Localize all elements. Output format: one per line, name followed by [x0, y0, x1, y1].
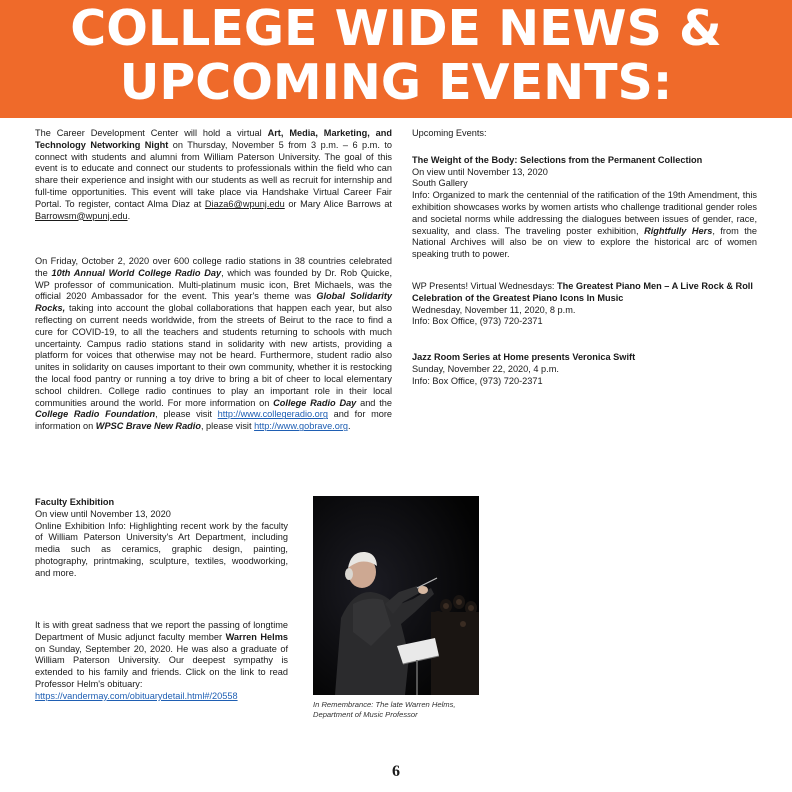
gobrave-link[interactable]: http://www.gobrave.org: [254, 421, 349, 432]
event-name: Art, Media, Marketing, and Technology Networking Night: [35, 128, 392, 150]
header-banner: [0, 0, 792, 118]
event-info: Info: Box Office, (973) 720-2371: [412, 316, 543, 327]
faculty-exhibition-body: Online Exhibition Info: Highlighting recent work by the faculty of William Paterson University's Art Department, including media such as ceramics, graphic design, painting, photography, printmaking, sculpture, textiles, woodworking, and more.: [35, 520, 288, 578]
event-name: 10th Annual World College Radio Day: [51, 267, 222, 278]
college-radio-article: [35, 256, 392, 433]
text: on Sunday, September 20, 2020. He was also a graduate of William Paterson University. Our deepest sympathy is extended to his family and friends. Click on the link to read Professor Helm's obituary:: [35, 643, 288, 689]
college-radio-foundation: College Radio Foundation: [35, 409, 156, 420]
event-weight-of-the-body: [412, 155, 757, 261]
faculty-exhibition-title: Faculty Exhibition: [35, 497, 115, 507]
collegeradio-link[interactable]: http://www.collegeradio.org: [217, 409, 328, 420]
email-link-diaz[interactable]: Diaza6@wpunj.edu: [204, 198, 285, 209]
banner-title-line-2: UPCOMING EVENTS:: [119, 54, 673, 111]
career-networking-article: [35, 128, 392, 222]
text: , which was founded by Dr. Rob Quicke, WP professor of communication. Multi-platinum music icon, Bret Michaels, was the official 2020 Ambassador for the event. This year's theme was: [35, 267, 392, 302]
event-info: Info: Box Office, (973) 720-2371: [412, 375, 543, 386]
faculty-exhibition-dates: On view until November 13, 2020: [35, 508, 171, 519]
upcoming-events-heading: Upcoming Events:: [412, 128, 487, 138]
text: , please visit: [155, 409, 218, 420]
text: .: [127, 210, 131, 221]
text: and for more information on: [35, 409, 393, 432]
college-radio-day: College Radio Day: [273, 397, 357, 408]
text: It is with great sadness that we report the passing of longtime Department of Music adjunct faculty member: [35, 620, 288, 642]
text: taking into account the global collaborations that happen each year, but also reflecting on current needs worldwide, from the streets of Beirut to the race to find a cure for COVID-19, to all the teachers and students returning to schools with much uncertainty. Campus radio stations stand in solidarity with new artists, providing a platform for voices that otherwise may not be heard. Furthermore, student radio also unites in solidarity on causes important to their own community, whether it is restocking the local food pantry or running a toy drive to bring a bit of cheer to local elementary school children. College radio continues to play an important role in their local communities around the world. For more information on: [35, 303, 392, 408]
obituary-article: [35, 620, 288, 703]
page-number: 6: [392, 763, 400, 780]
text: on Thursday, November 5 from 3 p.m. – 6 p.m. to connect with students and alumni from William Paterson University. The goal of this event is to educate and connect our students to professionals within the field who can share their experience and insight with our students as well as recruit for internship and full-time opportunities. This event will take place via Handshake Virtual Career Fair Portal. To register, contact Alma Diaz at: [35, 139, 392, 209]
event-greatest-piano-men: [412, 281, 757, 328]
wpsc-name: WPSC Brave New Radio: [95, 421, 201, 432]
event-title: The Weight of the Body: Selections from the Permanent Collection: [412, 154, 703, 165]
text: On Friday, October 2, 2020 over 600 college radio stations in 38 countries celebrated the: [35, 256, 392, 278]
event-jazz-room: [412, 352, 757, 387]
faculty-exhibition: [35, 497, 288, 580]
text: and the: [356, 397, 392, 408]
event-title: Jazz Room Series at Home presents Veronica Swift: [412, 352, 636, 363]
obituary-link[interactable]: https://vandermay.com/obituarydetail.html#/20558: [35, 690, 238, 701]
text: .: [348, 421, 351, 432]
conductor-photo: [313, 496, 479, 695]
banner-title-line-1: COLLEGE WIDE NEWS &: [70, 0, 722, 57]
series-label: WP Presents! Virtual Wednesdays:: [412, 280, 558, 291]
text: or Mary Alice Barrows at: [284, 198, 392, 209]
text: The Career Development Center will hold a virtual: [35, 128, 268, 138]
event-location: South Gallery: [412, 178, 468, 189]
event-dates: On view until November 13, 2020: [412, 166, 548, 177]
text: , please visit: [200, 421, 255, 432]
text: , from the National Archives will also be on view to explore the historical arc of women speaking truth to power.: [412, 225, 757, 260]
text: Info: Organized to mark the centennial of the ratification of the 19th Amendment, this exhibition showcases works by women artists who challenge traditional gender roles and societal norms while addressing the dialogues between issues of gender, race, sexuality, and class. The traveling poster exhibition,: [412, 190, 757, 236]
event-date: Wednesday, November 11, 2020, 8 p.m.: [412, 304, 576, 315]
photo-caption: In Remembrance: The late Warren Helms, Department of Music Professor: [313, 700, 456, 719]
exhibition-name: Rightfully Hers: [644, 225, 713, 236]
event-date: Sunday, November 22, 2020, 4 p.m.: [412, 363, 559, 374]
person-name: Warren Helms: [225, 631, 288, 642]
email-link-barrows[interactable]: Barrowsm@wpunj.edu: [35, 210, 128, 221]
event-title: The Greatest Piano Men – A Live Rock & Roll Celebration of the Greatest Piano Icons In Music: [412, 280, 753, 303]
upcoming-events: [412, 128, 757, 388]
theme-name: Global Solidarity Rocks,: [35, 291, 392, 314]
